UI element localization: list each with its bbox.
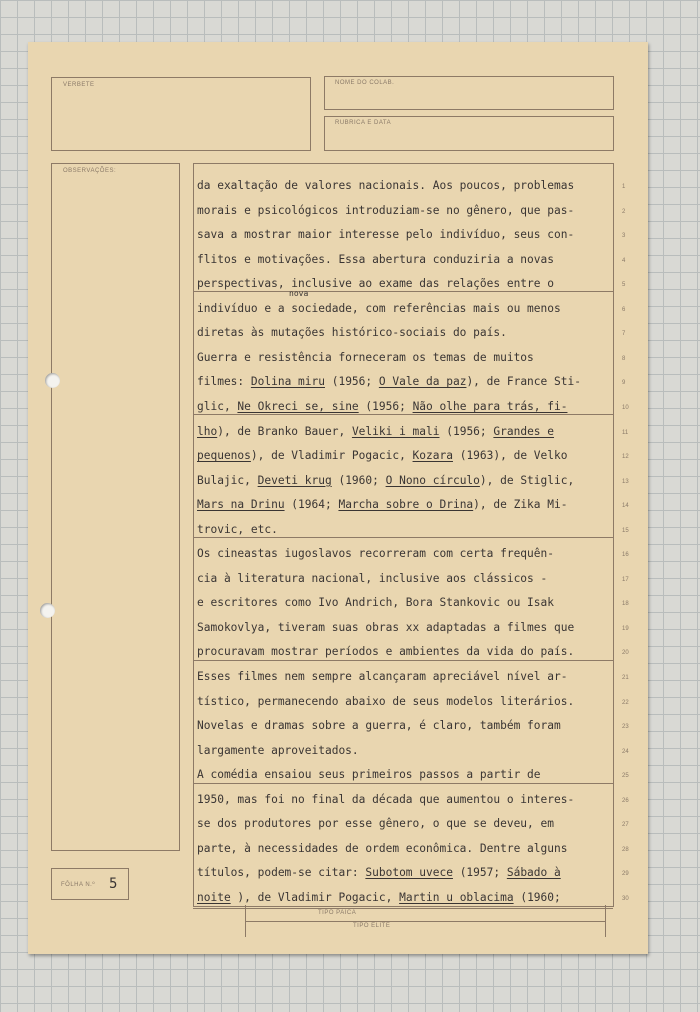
underlined-title: lho: [197, 424, 218, 438]
text-segment: da exaltação de valores nacionais. Aos poucos, problemas: [197, 179, 575, 192]
line-number: 9: [622, 380, 626, 387]
text-segment: (1956;: [358, 399, 413, 413]
line-number: 25: [622, 773, 629, 780]
line-number: 23: [622, 724, 629, 731]
underlined-title: Kozara: [412, 449, 453, 463]
line-number: 10: [622, 404, 629, 411]
section-separator: [193, 783, 613, 784]
text-segment: procuravam mostrar períodos e ambientes da vida do país.: [197, 645, 575, 659]
typed-line: [197, 817, 617, 831]
line-number: 7: [622, 331, 626, 338]
text-segment: ), de France Sti-: [466, 375, 581, 389]
text-segment: Bulajic,: [197, 473, 258, 487]
text-segment: cia à literatura nacional, inclusive aos clássicos -: [197, 571, 548, 585]
folha-box: [51, 868, 129, 900]
line-number: 28: [622, 846, 629, 853]
typed-line: [197, 474, 617, 488]
text-segment: largamente aproveitados.: [197, 743, 359, 757]
text-segment: filmes:: [197, 375, 251, 389]
line-number: 27: [622, 822, 629, 829]
line-number: 17: [622, 576, 629, 583]
text-segment: títulos, podem-se citar:: [197, 866, 366, 880]
line-number: 3: [622, 233, 626, 240]
underlined-title: Martin u oblacima: [399, 890, 514, 904]
line-number: 22: [622, 699, 629, 706]
underlined-title: Deveti krug: [257, 473, 332, 487]
line-number: 11: [622, 429, 629, 436]
line-number: 29: [622, 871, 629, 878]
line-number: 19: [622, 625, 629, 632]
text-segment: 1950, mas foi no final da década que aumentou o interes-: [197, 792, 575, 806]
observacoes-label: OBSERVAÇÕES:: [63, 168, 117, 174]
text-segment: ), de Branko Bauer,: [217, 424, 352, 438]
text-segment: Guerra e resistência forneceram os temas de muitos: [197, 350, 534, 364]
underlined-title: Subotom uvece: [365, 866, 453, 880]
typed-line: [197, 375, 617, 389]
typed-line: [197, 179, 617, 193]
line-number: 12: [622, 454, 629, 461]
text-segment: (1956;: [324, 375, 379, 389]
underlined-title: Sábado à: [506, 866, 561, 880]
elite-margin-line-right: [605, 905, 606, 937]
typed-line: [197, 670, 617, 684]
underlined-title: Mars na Drinu: [197, 498, 285, 512]
line-number: 2: [622, 208, 626, 215]
typed-line: [197, 866, 617, 880]
line-number: 14: [622, 503, 629, 510]
line-number: 18: [622, 601, 629, 608]
text-segment: e escritores como Ivo Andrich, Bora Stankovic ou Isak: [197, 596, 554, 610]
text-segment: ), de Vladimir Pogacic,: [230, 890, 400, 904]
section-separator: [193, 414, 613, 415]
tipo-paica-label: TIPO PAICA: [318, 910, 357, 916]
typed-line: [197, 400, 617, 414]
rubrica-data-box: [324, 116, 614, 151]
underlined-title: Grandes e: [493, 424, 555, 438]
underlined-title: O Nono círculo: [385, 473, 480, 487]
text-segment: (1964;: [284, 498, 339, 512]
typed-line: [197, 596, 617, 610]
underlined-title: O Vale da paz: [378, 375, 467, 389]
typed-line: [197, 228, 617, 242]
typed-line: [197, 204, 617, 218]
typed-line: [197, 572, 617, 586]
underlined-title: Ne Okreci se, sine: [237, 399, 359, 413]
typed-line: [197, 351, 617, 365]
line-number: 13: [622, 478, 629, 485]
text-segment: Os cineastas iugoslavos recorreram com certa frequên-: [197, 547, 554, 561]
typed-line: [197, 891, 617, 905]
text-segment: se dos produtores por esse gênero, o que se deveu, em: [197, 817, 554, 831]
insertion-note: nova: [289, 289, 309, 298]
underlined-title: pequenos: [197, 449, 251, 463]
rubrica-data-label: RUBRICA E DATA: [335, 120, 392, 126]
observacoes-box: [51, 163, 180, 851]
tipo-elite-rule: [245, 921, 605, 922]
underlined-title: Não olhe para trás, fi-: [412, 399, 568, 413]
typed-line: [197, 744, 617, 758]
text-segment: ), de Zika Mi-: [473, 498, 568, 512]
punch-hole: [45, 373, 60, 388]
nome-colab-box: [324, 76, 614, 110]
underlined-title: Veliki i mali: [351, 424, 440, 438]
text-segment: indivíduo e a sociedade, com referências mais ou menos: [197, 301, 561, 315]
text-segment: (1960;: [513, 890, 561, 904]
text-segment: Novelas e dramas sobre a guerra, é claro, também foram: [197, 719, 561, 733]
verbete-label: VERBETE: [63, 82, 95, 88]
text-segment: morais e psicológicos introduziam-se no gênero, que pas-: [197, 203, 575, 217]
text-segment: ), de Stiglic,: [479, 473, 575, 487]
text-segment: parte, à necessidades de ordem econômica. Dentre alguns: [197, 841, 568, 855]
text-segment: A comédia ensaiou seus primeiros passos a partir de: [197, 768, 541, 782]
section-separator: [193, 660, 613, 661]
typed-line: [197, 842, 617, 856]
line-number: 6: [622, 306, 626, 313]
text-segment: (1960;: [331, 473, 386, 487]
text-segment: perspectivas, inclusive ao exame das relações entre o: [197, 277, 554, 291]
text-segment: diretas às mutações histórico-sociais do país.: [197, 326, 507, 340]
tipo-paica-rule: [193, 908, 613, 909]
line-number: 24: [622, 748, 629, 755]
nome-colab-label: NOME DO COLAB.: [335, 80, 395, 86]
line-number: 21: [622, 675, 629, 681]
text-segment: ), de Vladimir Pogacic,: [250, 449, 413, 463]
typed-line: [197, 326, 617, 340]
typed-line: [197, 621, 617, 635]
typed-line: [197, 547, 617, 561]
line-number: 5: [622, 282, 626, 289]
text-segment: (1956;: [439, 424, 494, 438]
text-segment: tístico, permanecendo abaixo de seus modelos literários.: [197, 694, 575, 708]
typed-sheet: [28, 42, 648, 954]
underlined-title: Marcha sobre o Drina: [338, 498, 474, 512]
text-segment: (1963), de Velko: [452, 449, 568, 463]
typed-line: [197, 719, 617, 733]
line-number: 4: [622, 257, 626, 264]
typed-line: [197, 253, 617, 267]
line-number: 16: [622, 552, 629, 559]
typed-line: [197, 498, 617, 512]
typed-line: [197, 277, 617, 291]
typed-line: [197, 425, 617, 439]
text-segment: flitos e motivações. Essa abertura conduziria a novas: [197, 252, 554, 266]
folha-number: 5: [109, 876, 118, 892]
folha-label: FÔLHA N.º: [61, 882, 96, 888]
typed-line: [197, 645, 617, 659]
line-number: 30: [622, 895, 629, 902]
tipo-elite-label: TIPO ELITE: [353, 923, 391, 929]
typed-line: [197, 449, 617, 463]
punch-hole: [40, 603, 55, 618]
text-segment: Samokovlya, tiveram suas obras xx adaptadas a filmes que: [197, 620, 575, 634]
typed-line: [197, 302, 617, 316]
typed-line: [197, 523, 617, 537]
typed-line: [197, 768, 617, 782]
verbete-box: [51, 77, 311, 151]
underlined-title: noite: [197, 890, 231, 904]
text-segment: Esses filmes nem sempre alcançaram apreciável nível ar-: [197, 670, 568, 683]
typed-line: [197, 793, 617, 807]
line-number: 8: [622, 355, 626, 362]
text-segment: trovic, etc.: [197, 522, 278, 536]
line-number: 1: [622, 184, 626, 190]
underlined-title: Dolina miru: [250, 375, 325, 389]
line-number: 15: [622, 527, 629, 534]
typed-line: [197, 695, 617, 709]
section-separator: [193, 537, 613, 538]
text-segment: sava a mostrar maior interesse pelo indivíduo, seus con-: [197, 228, 575, 242]
line-number: 20: [622, 650, 629, 657]
text-segment: (1957;: [452, 866, 507, 880]
line-number: 26: [622, 797, 629, 804]
text-segment: glic,: [197, 399, 238, 413]
